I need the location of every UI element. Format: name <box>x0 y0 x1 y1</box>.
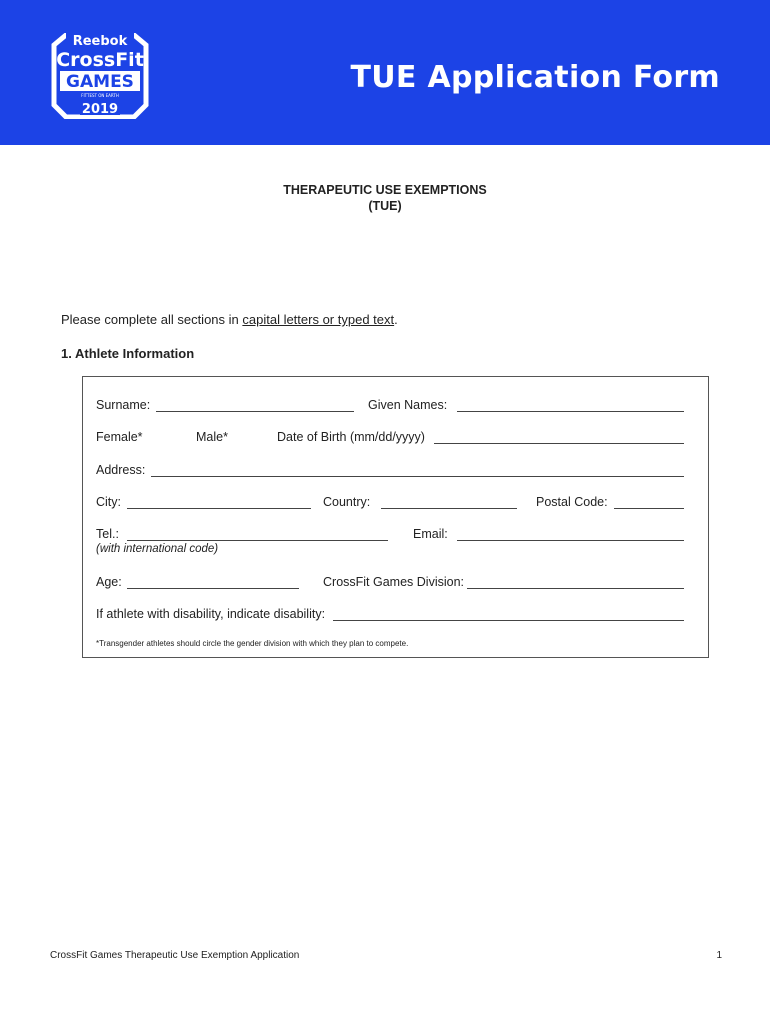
instructions-suffix: . <box>394 312 398 327</box>
dob-field[interactable] <box>434 443 684 444</box>
tel-field[interactable] <box>127 540 388 541</box>
country-field[interactable] <box>381 508 517 509</box>
section-title-athlete-information: 1. Athlete Information <box>61 346 195 361</box>
given-names-field[interactable] <box>457 411 684 412</box>
division-field[interactable] <box>467 588 684 589</box>
heading-line1: THERAPEUTIC USE EXEMPTIONS <box>283 183 487 197</box>
email-label: Email: <box>413 527 448 541</box>
tel-note: (with international code) <box>96 543 219 555</box>
logo-brand: Reebok <box>72 34 128 49</box>
header-banner <box>0 0 770 145</box>
address-field[interactable] <box>151 476 684 477</box>
email-field[interactable] <box>457 540 684 541</box>
city-field[interactable] <box>127 508 311 509</box>
given-names-label: Given Names: <box>368 398 448 412</box>
transgender-footnote: *Transgender athletes should circle the gender division with which they plan to compete. <box>96 639 409 648</box>
age-field[interactable] <box>127 588 299 589</box>
disability-field[interactable] <box>333 620 684 621</box>
country-label: Country: <box>323 495 371 509</box>
disability-label: If athlete with disability, indicate disability: <box>96 607 326 621</box>
logo-tagline: FITTEST ON EARTH <box>81 93 119 98</box>
age-label: Age: <box>96 575 122 589</box>
instructions <box>61 312 398 327</box>
logo-year: 2019 <box>81 102 119 117</box>
crossfit-games-logo <box>48 33 152 119</box>
logo-line2: GAMES <box>66 72 134 92</box>
male-option[interactable]: Male* <box>196 430 228 444</box>
logo-line1: CrossFit <box>56 49 144 71</box>
instructions-prefix: Please complete all sections in <box>61 312 243 327</box>
footer-document-title: CrossFit Games Therapeutic Use Exemption Application <box>50 950 300 961</box>
division-label: CrossFit Games Division: <box>323 575 464 589</box>
female-option[interactable]: Female* <box>96 430 143 444</box>
form-title: TUE Application Form <box>350 60 720 95</box>
address-label: Address: <box>96 463 146 477</box>
tel-label: Tel.: <box>96 527 119 541</box>
surname-field[interactable] <box>156 411 354 412</box>
dob-label: Date of Birth (mm/dd/yyyy) <box>277 430 425 444</box>
instructions-underlined: capital letters or typed text <box>242 312 395 327</box>
city-label: City: <box>96 495 121 509</box>
postal-code-label: Postal Code: <box>536 495 608 509</box>
page-number: 1 <box>716 950 722 961</box>
athlete-information-box <box>82 376 709 658</box>
postal-code-field[interactable] <box>614 508 684 509</box>
heading-line2: (TUE) <box>368 199 402 213</box>
surname-label: Surname: <box>96 398 151 412</box>
